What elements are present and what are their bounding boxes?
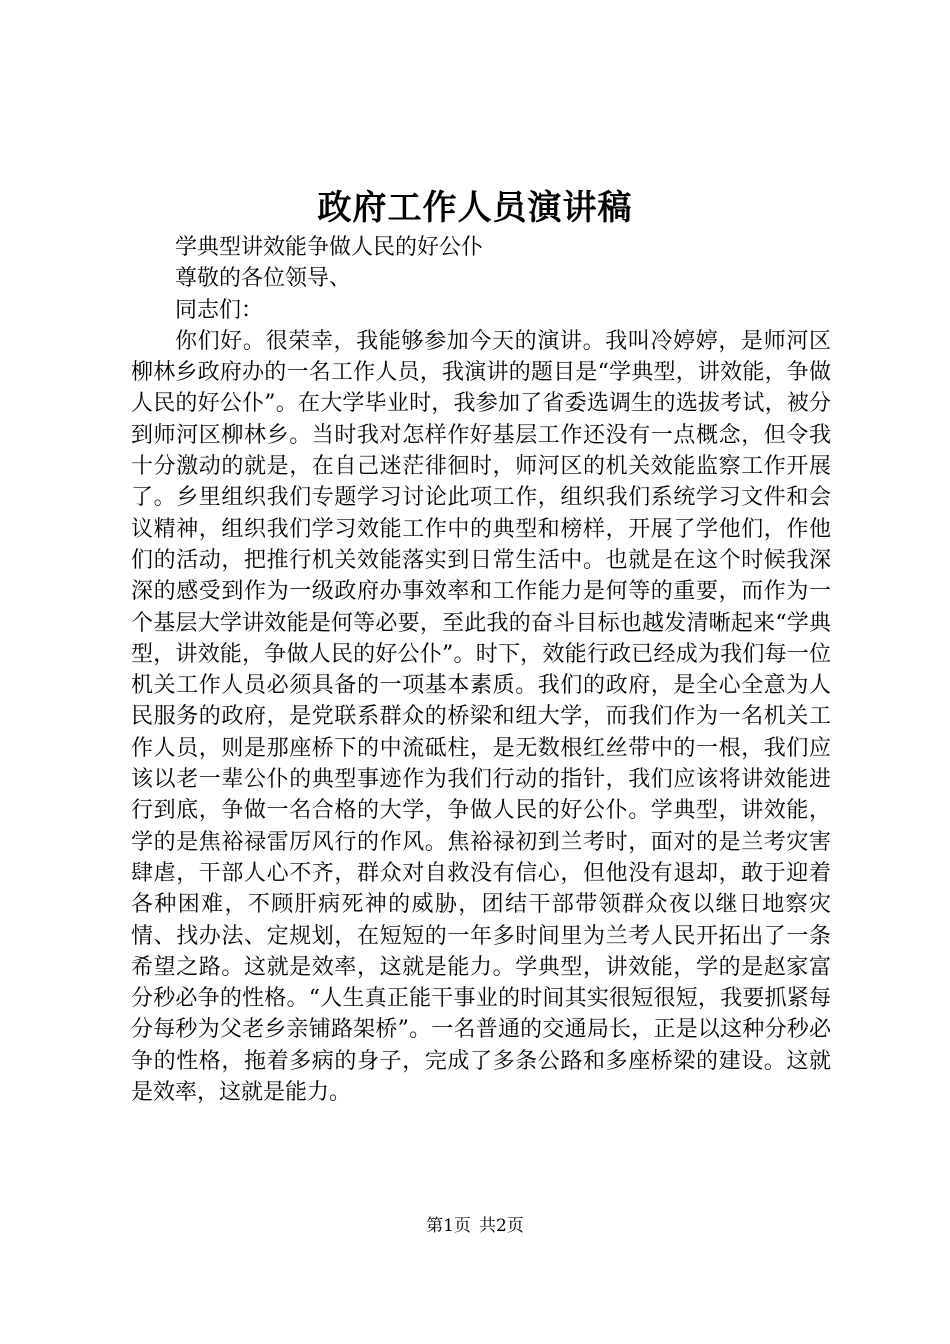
page-footer (0, 1214, 950, 1238)
body-paragraph: 你们好。很荣幸，我能够参加今天的演讲。我叫冷婷婷，是师河区柳林乡政府办的一名工作人员，我演讲的题目是“学典型，讲效能，争做人民的好公仆”。在大学毕业时，我参加了省委选调生的选拔考试，被分到师河区柳林乡。当时我对怎样作好基层工作还没有一点概念，但令我十分激动的就是，在自己迷茫徘徊时，师河区的机关效能监察工作开展了。乡里组织我们专题学习讨论此项工作，组织我们系统学习文件和会议精神，组织我们学习效能工作中的典型和榜样，开展了学他们，作他们的活动，把推行机关效能落实到日常生活中。也就是在这个时候我深深的感受到作为一级政府办事效率和工作能力是何等的重要，而作为一个基层大学讲效能是何等必要，至此我的奋斗目标也越发清晰起来“学典型，讲效能，争做人民的好公仆”。时下，效能行政已经成为我们每一位机关工作人员必须具备的一项基本素质。我们的政府，是全心全意为人民服务的政府，是党联系群众的桥梁和纽大学，而我们作为一名机关工作人员，则是那座桥下的中流砥柱，是无数根红丝带中的一根，我们应该以老一辈公仆的典型事迹作为我们行动的指针，我们应该将讲效能进行到底，争做一名合格的大学，争做人民的好公仆。学典型，讲效能，学的是焦裕禄雷厉风行的作风。焦裕禄初到兰考时，面对的是兰考灾害肆虐，干部人心不齐，群众对自救没有信心，但他没有退却，敢于迎着各种困难，不顾肝病死神的威胁，团结干部带领群众夜以继日地察灾情、找办法、定规划，在短短的一年多时间里为兰考人民开拓出了一条希望之路。这就是效率，这就是能力。学典型，讲效能，学的是赵家富分秒必争的性格。“人生真正能干事业的时间其实很短很短，我要抓紧每分每秒为父老乡亲铺路架桥”。一名普通的交通局长，正是以这种分秒必争的性格，拖着多病的身子，完成了多条公路和多座桥梁的建设。这就是效率，这就是能力。 (131, 328, 831, 1106)
salutation-line: 尊敬的各位领导、 (175, 266, 352, 292)
subtitle-line: 学典型讲效能争做人民的好公仆 (175, 235, 484, 260)
document-title: 政府工作人员演讲稿 (317, 188, 633, 228)
salutation-line: 同志们： (175, 297, 264, 323)
page-number: 第1页 (426, 1216, 471, 1236)
page-total: 共2页 (479, 1216, 524, 1236)
document-body (131, 232, 831, 1108)
